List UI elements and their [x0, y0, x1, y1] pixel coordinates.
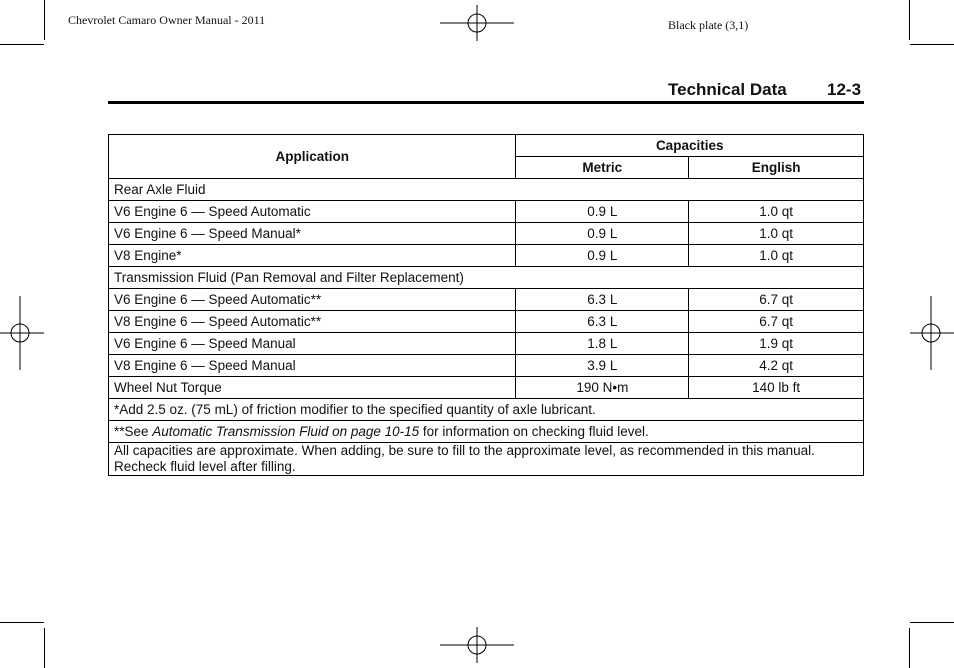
- crop-mark: [0, 622, 44, 623]
- column-header-application: Application: [109, 135, 516, 179]
- metric-cell: 6.3 L: [516, 311, 689, 333]
- metric-cell: 1.8 L: [516, 333, 689, 355]
- crop-mark: [44, 0, 45, 40]
- application-cell: Wheel Nut Torque: [109, 377, 516, 399]
- table-row: [109, 333, 864, 355]
- registration-mark-left-icon: [0, 296, 44, 370]
- crop-mark: [44, 628, 45, 668]
- table-note-row: [109, 443, 864, 476]
- table-row: [109, 201, 864, 223]
- english-cell: 1.9 qt: [689, 333, 864, 355]
- metric-cell: 3.9 L: [516, 355, 689, 377]
- application-cell: V8 Engine*: [109, 245, 516, 267]
- english-cell: 4.2 qt: [689, 355, 864, 377]
- column-header-capacities: Capacities: [516, 135, 864, 157]
- application-cell: V6 Engine 6 — Speed Automatic: [109, 201, 516, 223]
- application-cell: V6 Engine 6 — Speed Manual*: [109, 223, 516, 245]
- table-group-row: [109, 267, 864, 289]
- column-header-metric: Metric: [516, 157, 689, 179]
- application-cell: V6 Engine 6 — Speed Manual: [109, 333, 516, 355]
- section-title: Technical Data: [668, 80, 787, 99]
- metric-cell: 0.9 L: [516, 201, 689, 223]
- table-row: [109, 377, 864, 399]
- plate-label: Black plate (3,1): [668, 18, 749, 32]
- metric-cell: 0.9 L: [516, 245, 689, 267]
- english-cell: 140 lb ft: [689, 377, 864, 399]
- cross-reference-link[interactable]: Automatic Transmission Fluid on page 10-15: [152, 424, 420, 439]
- table-row: [109, 245, 864, 267]
- table-header-row: [109, 135, 864, 157]
- group-label-transmission: Transmission Fluid (Pan Removal and Filter Replacement): [109, 267, 864, 289]
- table-row: [109, 289, 864, 311]
- application-cell: V8 Engine 6 — Speed Manual: [109, 355, 516, 377]
- group-label-rear-axle: Rear Axle Fluid: [109, 179, 864, 201]
- crop-mark: [909, 0, 910, 40]
- crop-mark: [0, 44, 44, 45]
- registration-mark-bottom-icon: [440, 627, 514, 663]
- crop-mark: [910, 44, 954, 45]
- header-rule: [108, 101, 864, 104]
- crop-mark: [910, 622, 954, 623]
- page-number: 12-3: [827, 80, 862, 99]
- column-header-english: English: [689, 157, 864, 179]
- metric-cell: 6.3 L: [516, 289, 689, 311]
- table-note-row: [109, 399, 864, 421]
- note-general: All capacities are approximate. When adding, be sure to fill to the approximate level, as recommended in this manual. Recheck fluid level after filling.: [109, 443, 864, 476]
- english-cell: 6.7 qt: [689, 311, 864, 333]
- table-group-row: [109, 179, 864, 201]
- application-cell: V8 Engine 6 — Speed Automatic**: [109, 311, 516, 333]
- note-prefix: **See: [114, 424, 153, 439]
- document-title: Chevrolet Camaro Owner Manual - 2011: [68, 13, 266, 27]
- table-note-row: [109, 421, 864, 443]
- note-transmission: [109, 421, 864, 443]
- english-cell: 6.7 qt: [689, 289, 864, 311]
- registration-mark-right-icon: [910, 296, 954, 370]
- capacities-table: [108, 134, 864, 476]
- metric-cell: 190 N•m: [516, 377, 689, 399]
- table-row: [109, 223, 864, 245]
- table-row: [109, 355, 864, 377]
- table-row: [109, 311, 864, 333]
- metric-cell: 0.9 L: [516, 223, 689, 245]
- english-cell: 1.0 qt: [689, 223, 864, 245]
- note-suffix: for information on checking fluid level.: [419, 424, 649, 439]
- note-axle: *Add 2.5 oz. (75 mL) of friction modifier to the specified quantity of axle lubricant.: [109, 399, 864, 421]
- crop-mark: [909, 628, 910, 668]
- registration-mark-top-icon: [440, 5, 514, 41]
- application-cell: V6 Engine 6 — Speed Automatic**: [109, 289, 516, 311]
- english-cell: 1.0 qt: [689, 245, 864, 267]
- english-cell: 1.0 qt: [689, 201, 864, 223]
